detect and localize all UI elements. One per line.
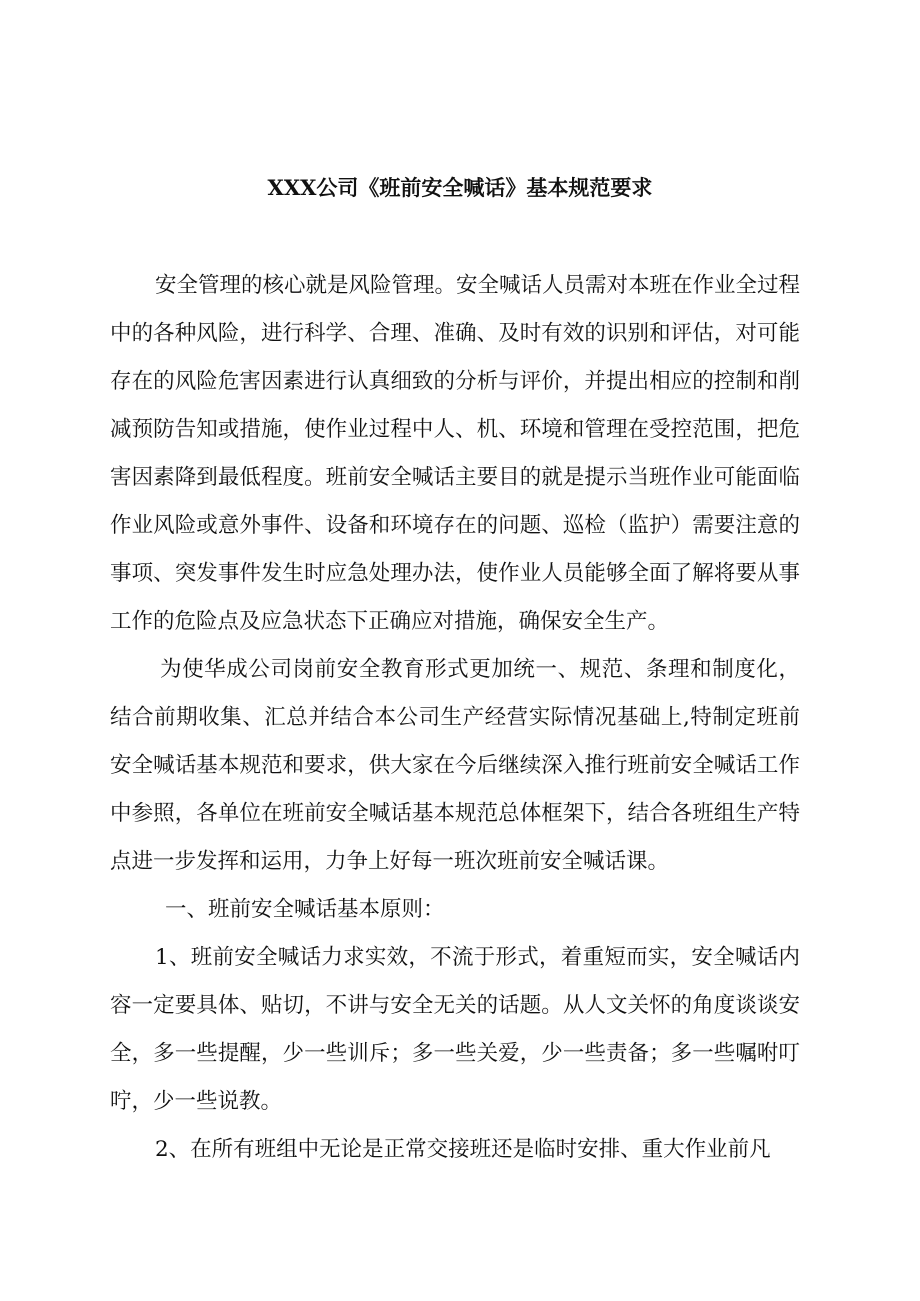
principle-item-2: 2、在所有班组中无论是正常交接班还是临时安排、重大作业前凡 bbox=[155, 1137, 771, 1162]
paragraph-risk-management: 安全管理的核心就是风险管理。安全喊话人员需对本班在作业全过程中的各种风险，进行科学、合理、准确、及时有效的识别和评估，对可能存在的风险危害因素进行认真细致的分析与评价，并提出相应的控制和削减预防告知或措施，使作业过程中人、机、环境和管理在受控范围，把危害因素降到最低程度。班前安全喊话主要目的就是提示当班作业可能面临作业风险或意外事件、设备和环境存在的问题、巡检（监护）需要注意的事项、突发事件发生时应急处理办法，使作业人员能够全面了解将要从事工作的危险点及应急状态下正确应对措施，确保安全生产。 bbox=[110, 273, 801, 634]
document-title: XXX公司《班前安全喊话》基本规范要求 bbox=[267, 175, 653, 200]
paragraph-purpose: 为使华成公司岗前安全教育形式更加统一、规范、条理和制度化，结合前期收集、汇总并结合本公司生产经营实际情况基础上,特制定班前安全喊话基本规范和要求，供大家在今后继续深入推行班前安全喊话工作中参照，各单位在班前安全喊话基本规范总体框架下，结合各班组生产特点进一步发挥和运用，力争上好每一班次班前安全喊话课。 bbox=[110, 657, 800, 874]
document-body bbox=[110, 262, 800, 1174]
section-heading-principles: 一、班前安全喊话基本原则： bbox=[165, 897, 445, 922]
principle-item-1: 1、班前安全喊话力求实效，不流于形式，着重短而实，安全喊话内容一定要具体、贴切，不讲与安全无关的话题。从人文关怀的角度谈谈安全，多一些提醒，少一些训斥；多一些关爱，少一些责备；多一些嘱咐叮咛，少一些说教。 bbox=[110, 945, 800, 1114]
